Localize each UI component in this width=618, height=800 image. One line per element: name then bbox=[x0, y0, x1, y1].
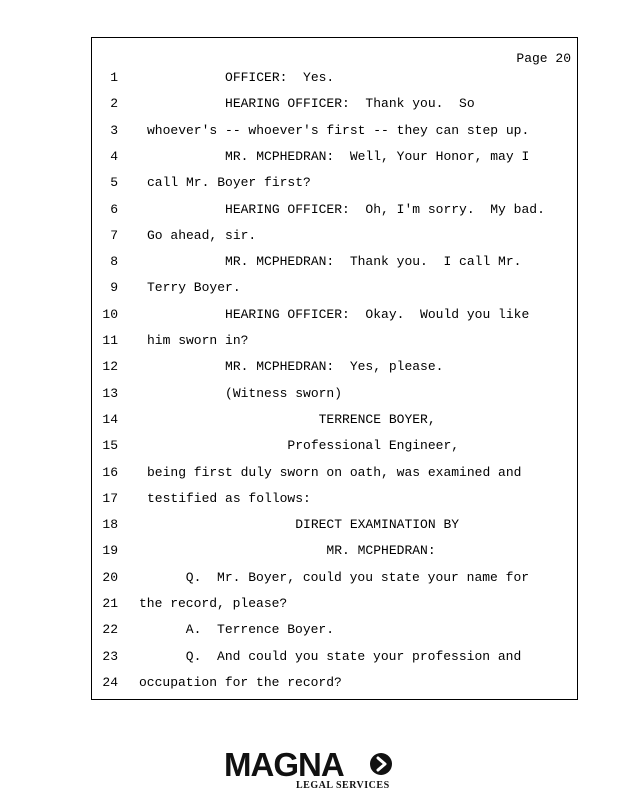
transcript-line bbox=[92, 359, 577, 385]
line-text: him sworn in? bbox=[147, 333, 249, 348]
transcript-line bbox=[92, 254, 577, 280]
line-number: 19 bbox=[102, 543, 118, 559]
line-number: 18 bbox=[102, 517, 118, 533]
line-number: 16 bbox=[102, 464, 118, 480]
transcript-line bbox=[92, 149, 577, 175]
line-number: 5 bbox=[110, 175, 118, 191]
transcript-line bbox=[92, 491, 577, 517]
logo-subtitle: LEGAL SERVICES bbox=[296, 780, 390, 791]
transcript-page bbox=[91, 37, 578, 700]
line-text: TERRENCE BOYER, bbox=[147, 411, 436, 427]
line-number: 12 bbox=[102, 359, 118, 375]
transcript-line bbox=[92, 596, 577, 622]
line-text: being first duly sworn on oath, was examined and bbox=[147, 464, 522, 480]
line-text: whoever's -- whoever's first -- they can step up. bbox=[147, 122, 530, 138]
line-text: Go ahead, sir. bbox=[147, 227, 257, 243]
line-number: 17 bbox=[102, 490, 118, 506]
line-number: 20 bbox=[102, 569, 118, 585]
line-number: 15 bbox=[102, 438, 118, 454]
line-text: the record, please? bbox=[139, 596, 288, 611]
line-number: 24 bbox=[102, 674, 118, 690]
transcript-line bbox=[92, 123, 577, 149]
line-text: Terry Boyer. bbox=[147, 280, 241, 296]
transcript-line bbox=[92, 570, 577, 596]
line-text: call Mr. Boyer first? bbox=[147, 175, 311, 191]
line-number: 22 bbox=[102, 622, 118, 638]
line-text: testified as follows: bbox=[147, 490, 311, 506]
page-number: Page 20 bbox=[516, 51, 571, 66]
line-number: 6 bbox=[110, 201, 118, 217]
line-text: Professional Engineer, bbox=[147, 438, 460, 454]
transcript-line bbox=[92, 70, 577, 96]
line-number: 9 bbox=[110, 280, 118, 296]
line-text: MR. MCPHEDRAN: bbox=[147, 543, 436, 559]
transcript-line bbox=[92, 228, 577, 254]
line-text: OFFICER: Yes. bbox=[147, 70, 335, 85]
transcript-line bbox=[92, 465, 577, 491]
transcript-line bbox=[92, 202, 577, 228]
line-text: occupation for the record? bbox=[139, 674, 342, 690]
line-text: MR. MCPHEDRAN: Thank you. I call Mr. bbox=[147, 254, 522, 270]
transcript-line bbox=[92, 622, 577, 648]
line-number: 13 bbox=[102, 385, 118, 401]
line-number: 8 bbox=[110, 254, 118, 270]
line-number: 7 bbox=[110, 227, 118, 243]
line-text: HEARING OFFICER: Thank you. So bbox=[147, 96, 475, 112]
line-number: 10 bbox=[102, 306, 118, 322]
transcript-line bbox=[92, 649, 577, 675]
line-text: MR. MCPHEDRAN: Yes, please. bbox=[147, 359, 444, 375]
line-text: Q. Mr. Boyer, could you state your name for bbox=[139, 569, 530, 585]
line-number: 23 bbox=[102, 648, 118, 664]
transcript-line bbox=[92, 96, 577, 122]
transcript-line bbox=[92, 280, 577, 306]
arrow-circle-icon bbox=[370, 753, 392, 775]
logo-wordmark: MAGNA bbox=[224, 746, 344, 783]
transcript-line bbox=[92, 386, 577, 412]
line-number: 11 bbox=[102, 333, 118, 348]
transcript-line bbox=[92, 175, 577, 201]
line-text: HEARING OFFICER: Oh, I'm sorry. My bad. bbox=[147, 201, 545, 217]
transcript-line bbox=[92, 307, 577, 333]
line-text: DIRECT EXAMINATION BY bbox=[147, 517, 460, 533]
line-text: HEARING OFFICER: Okay. Would you like bbox=[147, 306, 530, 322]
line-number: 4 bbox=[110, 148, 118, 164]
line-text: A. Terrence Boyer. bbox=[139, 622, 335, 638]
transcript-line bbox=[92, 438, 577, 464]
transcript-line bbox=[92, 517, 577, 543]
line-text: Q. And could you state your profession and bbox=[139, 648, 522, 664]
line-text: (Witness sworn) bbox=[147, 385, 343, 401]
line-number: 14 bbox=[102, 411, 118, 427]
transcript-line bbox=[92, 675, 577, 701]
line-number: 2 bbox=[110, 96, 118, 112]
line-text: MR. MCPHEDRAN: Well, Your Honor, may I bbox=[147, 148, 530, 164]
line-number: 21 bbox=[102, 596, 118, 611]
line-number: 3 bbox=[110, 122, 118, 138]
magna-logo bbox=[224, 748, 404, 792]
line-number: 1 bbox=[110, 70, 118, 85]
transcript-line bbox=[92, 412, 577, 438]
transcript-line bbox=[92, 543, 577, 569]
transcript-line bbox=[92, 333, 577, 359]
